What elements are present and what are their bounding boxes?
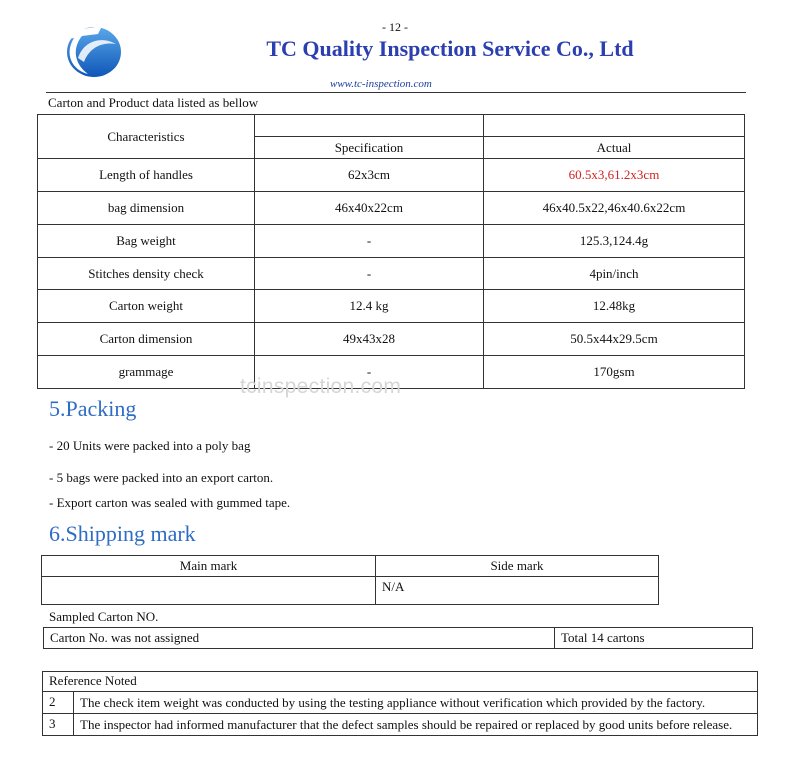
carton-total-cell: Total 14 cartons xyxy=(555,628,753,649)
watermark: tcinspection.com xyxy=(240,375,402,398)
shipping-value-row xyxy=(42,577,659,605)
table-row xyxy=(38,225,745,258)
side-mark-value: N/A xyxy=(376,577,659,605)
specification-cell: - xyxy=(255,225,484,258)
actual-cell: 125.3,124.4g xyxy=(484,225,745,258)
packing-item: - 5 bags were packed into an export carton. xyxy=(49,470,274,485)
carton-row xyxy=(44,628,753,649)
table-row xyxy=(38,159,745,192)
table-row xyxy=(38,192,745,225)
actual-cell: 4pin/inch xyxy=(484,258,745,290)
packing-item: - Export carton was sealed with gummed tape. xyxy=(49,495,291,510)
header-characteristics: Characteristics xyxy=(38,115,255,159)
characteristic-cell: bag dimension xyxy=(38,192,255,225)
specification-cell: 46x40x22cm xyxy=(255,192,484,225)
actual-cell: 46x40.5x22,46x40.6x22cm xyxy=(484,192,745,225)
intro-text: Carton and Product data listed as bellow xyxy=(48,95,259,110)
reference-title: Reference Noted xyxy=(43,672,758,692)
characteristic-cell: Bag weight xyxy=(38,225,255,258)
actual-cell: 12.48kg xyxy=(484,290,745,323)
packing-title: 5.Packing xyxy=(49,396,137,421)
table-row xyxy=(38,290,745,323)
actual-cell: 170gsm xyxy=(484,356,745,389)
table-row xyxy=(38,323,745,356)
product-data-table xyxy=(37,114,745,389)
packing-item: - 20 Units were packed into a poly bag xyxy=(49,438,251,453)
shipping-header-row xyxy=(42,556,659,577)
header-empty-spec xyxy=(255,115,484,137)
specification-cell: 49x43x28 xyxy=(255,323,484,356)
reference-text: The inspector had informed manufacturer that the defect samples should be repaired or replaced by good units before release. xyxy=(74,714,758,736)
actual-cell: 60.5x3,61.2x3cm xyxy=(484,159,745,192)
main-mark-value xyxy=(42,577,376,605)
website-link[interactable]: www.tc-inspection.com xyxy=(330,78,432,90)
tc-logo-icon xyxy=(58,18,124,80)
shipping-mark-title: 6.Shipping mark xyxy=(49,521,196,546)
header-actual: Actual xyxy=(484,137,745,159)
header-specification: Specification xyxy=(255,137,484,159)
characteristic-cell: Length of handles xyxy=(38,159,255,192)
reference-table xyxy=(42,671,758,736)
specification-cell: 62x3cm xyxy=(255,159,484,192)
page-number: - 12 - xyxy=(382,20,408,34)
header-divider xyxy=(46,92,746,93)
shipping-mark-table xyxy=(41,555,659,605)
reference-text: The check item weight was conducted by using the testing appliance without verification which provided by the factory. xyxy=(74,692,758,714)
specification-cell: 12.4 kg xyxy=(255,290,484,323)
carton-table xyxy=(43,627,753,649)
specification-cell: - xyxy=(255,258,484,290)
specification-cell: - xyxy=(255,356,484,389)
characteristic-cell: Carton dimension xyxy=(38,323,255,356)
characteristic-cell: grammage xyxy=(38,356,255,389)
characteristic-cell: Carton weight xyxy=(38,290,255,323)
side-mark-header: Side mark xyxy=(376,556,659,577)
actual-cell: 50.5x44x29.5cm xyxy=(484,323,745,356)
reference-number: 3 xyxy=(43,714,74,736)
reference-number: 2 xyxy=(43,692,74,714)
main-mark-header: Main mark xyxy=(42,556,376,577)
reference-row xyxy=(43,714,758,736)
company-name: TC Quality Inspection Service Co., Ltd xyxy=(266,36,634,61)
characteristic-cell: Stitches density check xyxy=(38,258,255,290)
reference-row xyxy=(43,692,758,714)
carton-number-cell: Carton No. was not assigned xyxy=(44,628,555,649)
reference-title-row xyxy=(43,672,758,692)
table-header-row-top xyxy=(38,115,745,137)
sampled-carton-label: Sampled Carton NO. xyxy=(49,609,159,624)
table-row xyxy=(38,258,745,290)
header-empty-actual xyxy=(484,115,745,137)
